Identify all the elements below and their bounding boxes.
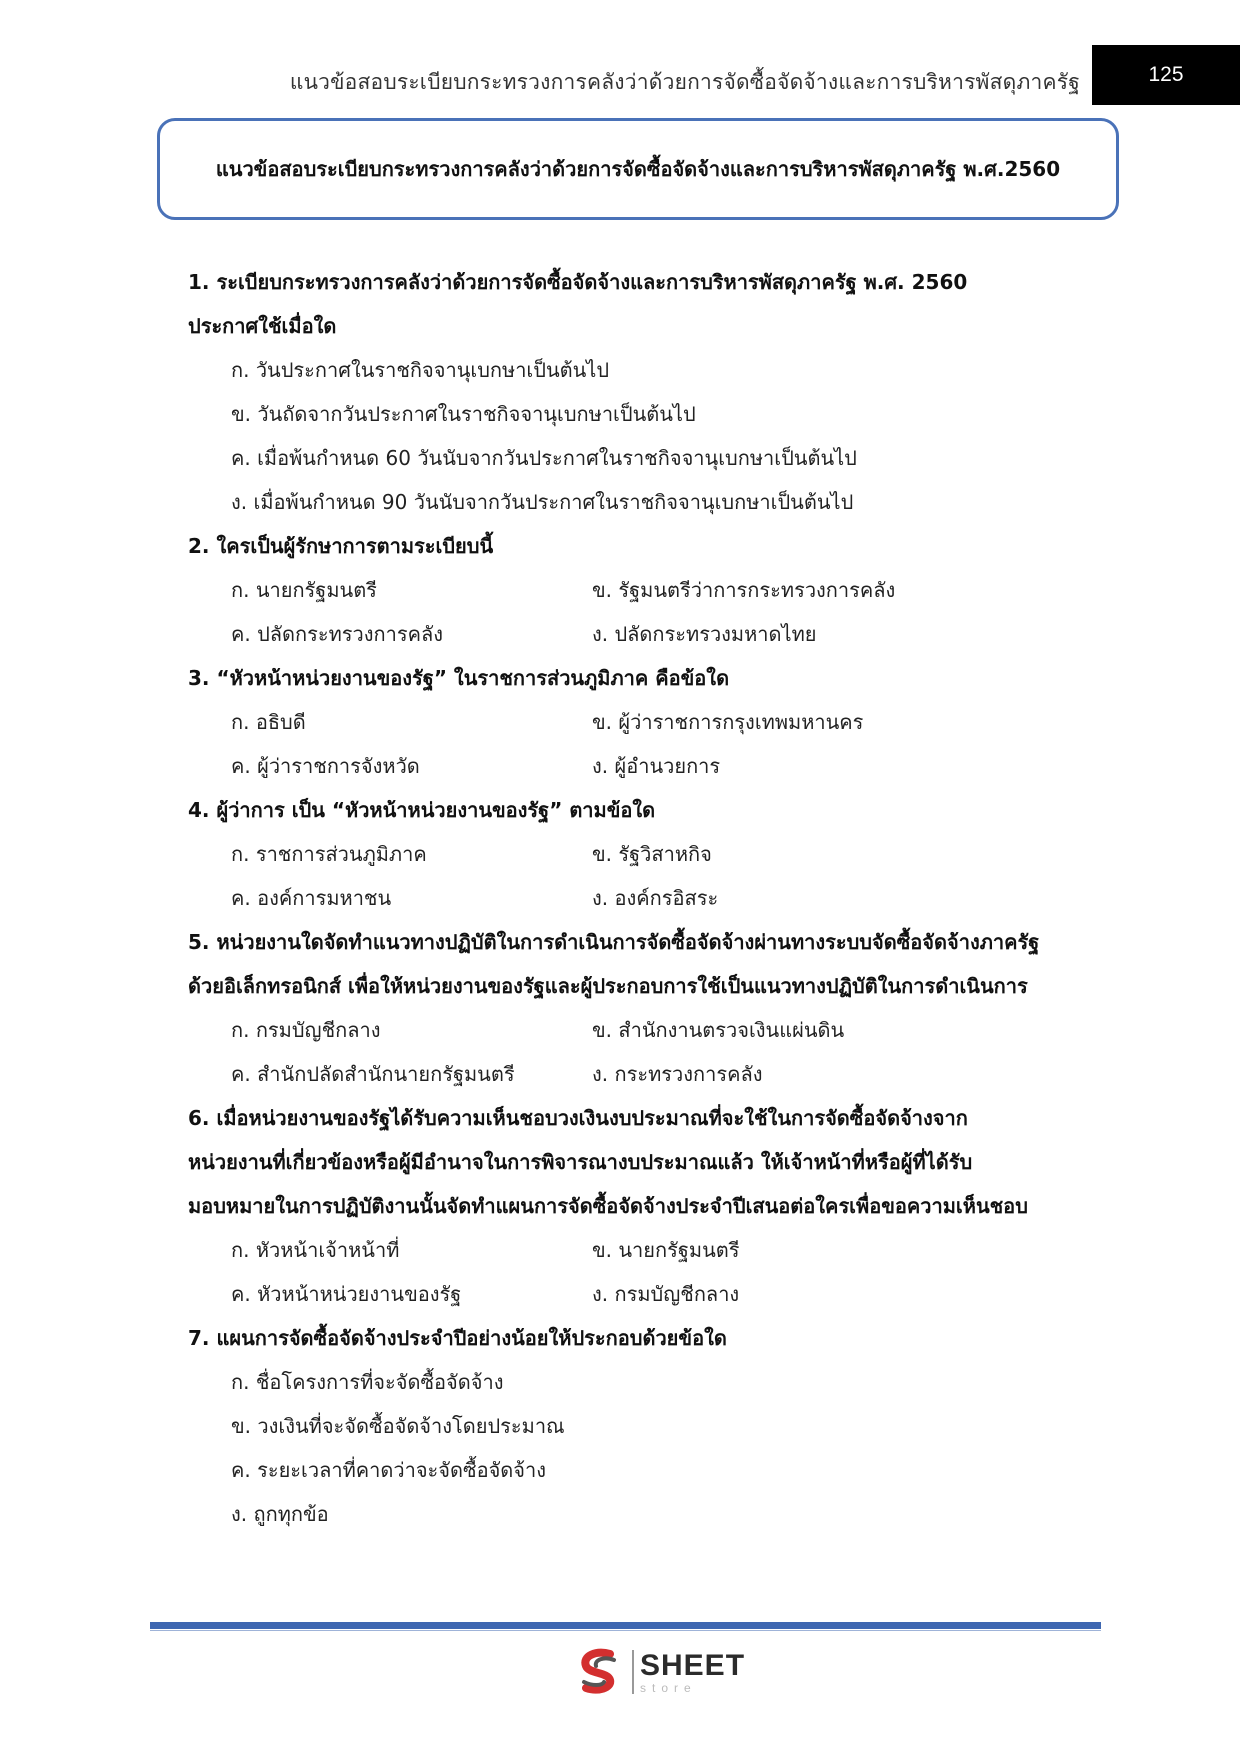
- page-number: 125: [1148, 63, 1184, 86]
- answer-option: ก. ราชการส่วนภูมิภาค: [231, 842, 427, 866]
- question-text: หน่วยงานที่เกี่ยวข้องหรือผู้มีอำนาจในการพิจารณางบประมาณแล้ว ให้เจ้าหน้าที่หรือผู้ที่ได้รับ: [188, 1150, 973, 1174]
- footer-logo: [574, 1646, 745, 1698]
- answer-option: ง. กรมบัญชีกลาง: [592, 1282, 740, 1306]
- logo-wordmark: SHEET: [640, 1648, 746, 1682]
- option-row: [188, 1228, 1108, 1272]
- logo-subtext: store: [640, 1680, 697, 1695]
- answer-option: ก. กรมบัญชีกลาง: [231, 1018, 381, 1042]
- answer-option: ง. ถูกทุกข้อ: [231, 1502, 329, 1526]
- option-row: [188, 1008, 1108, 1052]
- answer-option: ข. สำนักงานตรวจเงินแผ่นดิน: [592, 1018, 845, 1042]
- option-row: [188, 612, 1108, 656]
- answer-option: ข. รัฐวิสาหกิจ: [592, 842, 712, 866]
- answer-option: ข. รัฐมนตรีว่าการกระทรวงการคลัง: [592, 578, 896, 602]
- title-box: [157, 118, 1119, 220]
- option-row: [188, 1052, 1108, 1096]
- question-text: ประกาศใช้เมื่อใด: [188, 314, 337, 338]
- answer-option: ค. เมื่อพ้นกำหนด 60 วันนับจากวันประกาศในราชกิจจานุเบกษาเป็นต้นไป: [231, 446, 857, 470]
- answer-option: ค. ระยะเวลาที่คาดว่าจะจัดซื้อจัดจ้าง: [231, 1458, 547, 1482]
- answer-option: ข. วันถัดจากวันประกาศในราชกิจจานุเบกษาเป็นต้นไป: [231, 402, 696, 426]
- option-row: [188, 1272, 1108, 1316]
- question-4: [188, 788, 1108, 920]
- answer-option: ค. ปลัดกระทรวงการคลัง: [231, 622, 444, 646]
- question-text: 3. “หัวหน้าหน่วยงานของรัฐ” ในราชการส่วนภูมิภาค คือข้อใด: [188, 666, 730, 690]
- question-text: 6. เมื่อหน่วยงานของรัฐได้รับความเห็นชอบวงเงินงบประมาณที่จะใช้ในการจัดซื้อจัดจ้างจาก: [188, 1106, 968, 1130]
- sheet-store-logo-icon: [574, 1646, 626, 1698]
- answer-option: ง. กระทรวงการคลัง: [592, 1062, 763, 1086]
- answer-option: ข. วงเงินที่จะจัดซื้อจัดจ้างโดยประมาณ: [231, 1414, 565, 1438]
- footer-rule-thin: [150, 1630, 1101, 1631]
- question-text: 5. หน่วยงานใดจัดทำแนวทางปฏิบัติในการดำเนินการจัดซื้อจัดจ้างผ่านทางระบบจัดซื้อจัดจ้างภาครัฐ: [188, 930, 1040, 954]
- running-header-title: แนวข้อสอบระเบียบกระทรวงการคลังว่าด้วยการจัดซื้อจัดจ้างและการบริหารพัสดุภาครัฐ: [289, 70, 1080, 94]
- option-row: [188, 700, 1108, 744]
- answer-option: ง. ปลัดกระทรวงมหาดไทย: [592, 622, 817, 646]
- option-row: [188, 568, 1108, 612]
- footer-rule: [150, 1622, 1101, 1629]
- question-text: 1. ระเบียบกระทรวงการคลังว่าด้วยการจัดซื้อจัดจ้างและการบริหารพัสดุภาครัฐ พ.ศ. 2560: [188, 270, 968, 294]
- answer-option: ค. สำนักปลัดสำนักนายกรัฐมนตรี: [231, 1062, 515, 1086]
- answer-option: ข. นายกรัฐมนตรี: [592, 1238, 740, 1262]
- answer-option: ค. องค์การมหาชน: [231, 886, 392, 910]
- option-row: [188, 876, 1108, 920]
- answer-option: ง. ผู้อำนวยการ: [592, 754, 721, 778]
- answer-option: ง. องค์กรอิสระ: [592, 886, 719, 910]
- answer-option: ค. หัวหน้าหน่วยงานของรัฐ: [231, 1282, 462, 1306]
- question-3: [188, 656, 1108, 788]
- answer-option: ค. ผู้ว่าราชการจังหวัด: [231, 754, 420, 778]
- question-list: [188, 260, 1108, 1536]
- answer-option: ง. เมื่อพ้นกำหนด 90 วันนับจากวันประกาศในราชกิจจานุเบกษาเป็นต้นไป: [231, 490, 854, 514]
- page-number-box: [1092, 45, 1240, 105]
- option-row: [188, 744, 1108, 788]
- answer-option: ก. หัวหน้าเจ้าหน้าที่: [231, 1238, 400, 1262]
- answer-option: ข. ผู้ว่าราชการกรุงเทพมหานคร: [592, 710, 864, 734]
- question-6: [188, 1096, 1108, 1316]
- question-text: 4. ผู้ว่าการ เป็น “หัวหน้าหน่วยงานของรัฐ” ตามข้อใด: [188, 798, 656, 822]
- question-text: มอบหมายในการปฏิบัติงานนั้นจัดทำแผนการจัดซื้อจัดจ้างประจำปีเสนอต่อใครเพื่อขอความเห็นชอบ: [188, 1194, 1028, 1218]
- question-2: [188, 524, 1108, 656]
- answer-option: ก. ชื่อโครงการที่จะจัดซื้อจัดจ้าง: [231, 1370, 504, 1394]
- logo-text-group: [640, 1648, 746, 1695]
- question-text: 7. แผนการจัดซื้อจัดจ้างประจำปีอย่างน้อยให้ประกอบด้วยข้อใด: [188, 1326, 727, 1350]
- answer-option: ก. นายกรัฐมนตรี: [231, 578, 377, 602]
- question-text: ด้วยอิเล็กทรอนิกส์ เพื่อให้หน่วยงานของรัฐและผู้ประกอบการใช้เป็นแนวทางปฏิบัติในการดำเนินการ: [188, 974, 1028, 998]
- question-5: [188, 920, 1108, 1096]
- answer-option: ก. วันประกาศในราชกิจจานุเบกษาเป็นต้นไป: [231, 358, 610, 382]
- logo-divider: [632, 1650, 634, 1694]
- question-text: 2. ใครเป็นผู้รักษาการตามระเบียบนี้: [188, 534, 494, 558]
- document-title: แนวข้อสอบระเบียบกระทรวงการคลังว่าด้วยการจัดซื้อจัดจ้างและการบริหารพัสดุภาครัฐ พ.ศ.2560: [215, 157, 1061, 181]
- option-row: [188, 832, 1108, 876]
- question-1: [188, 260, 1108, 524]
- question-7: [188, 1316, 1108, 1536]
- answer-option: ก. อธิบดี: [231, 710, 306, 734]
